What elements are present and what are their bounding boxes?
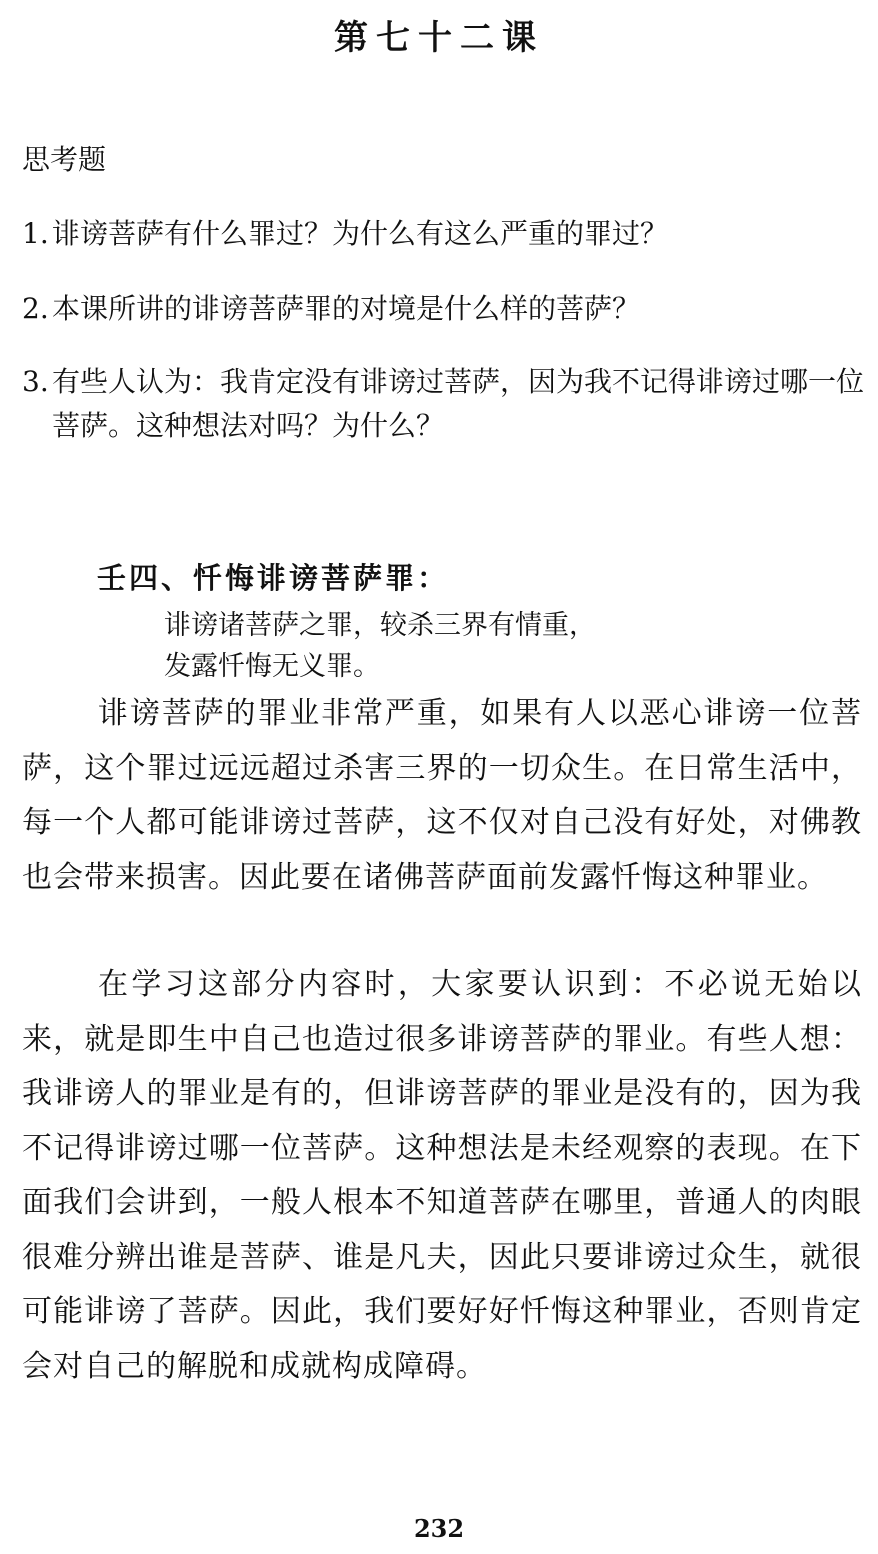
question-item [22,212,867,256]
body-paragraph: 诽谤菩萨的罪业非常严重，如果有人以恶心诽谤一位菩萨，这个罪过远远超过杀害三界的一切众生。在日常生活中，每一个人都可能诽谤过菩萨，这不仅对自己没有好处，对佛教也会带来损害。因此要在诸佛菩萨面前发露忏悔这种罪业。 [22,696,862,895]
question-text: 本课所讲的诽谤菩萨罪的对境是什么样的菩萨？ [52,292,641,325]
question-number: 2. [22,292,49,325]
verse-line: 诽谤诸菩萨之罪，较杀三界有情重， [164,610,596,641]
question-item [22,360,867,448]
question-number: 3. [22,365,49,398]
questions-heading: 思考题 [22,143,107,176]
section-heading: 壬四、忏悔诽谤菩萨罪： [97,561,450,595]
page-number: 232 [413,1514,465,1543]
question-number: 1. [22,217,49,250]
question-text: 诽谤菩萨有什么罪过？为什么有这么严重的罪过？ [52,217,669,250]
question-text: 有些人认为：我肯定没有诽谤过菩萨，因为我不记得诽谤过哪一位菩萨。这种想法对吗？为什么？ [52,365,865,442]
verse-line: 发露忏悔无义罪。 [164,651,380,682]
body-paragraph: 在学习这部分内容时，大家要认识到：不必说无始以来，就是即生中自己也造过很多诽谤菩萨的罪业。有些人想：我诽谤人的罪业是有的，但诽谤菩萨的罪业是没有的，因为我不记得诽谤过哪一位菩萨。这种想法是未经观察的表现。在下面我们会讲到，一般人根本不知道菩萨在哪里，普通人的肉眼很难分辨出谁是菩萨、谁是凡夫，因此只要诽谤过众生，就很可能诽谤了菩萨。因此，我们要好好忏悔这种罪业，否则肯定会对自己的解脱和成就构成障碍。 [22,967,862,1384]
question-item [22,287,867,331]
page-title: 第七十二课 [334,18,544,58]
